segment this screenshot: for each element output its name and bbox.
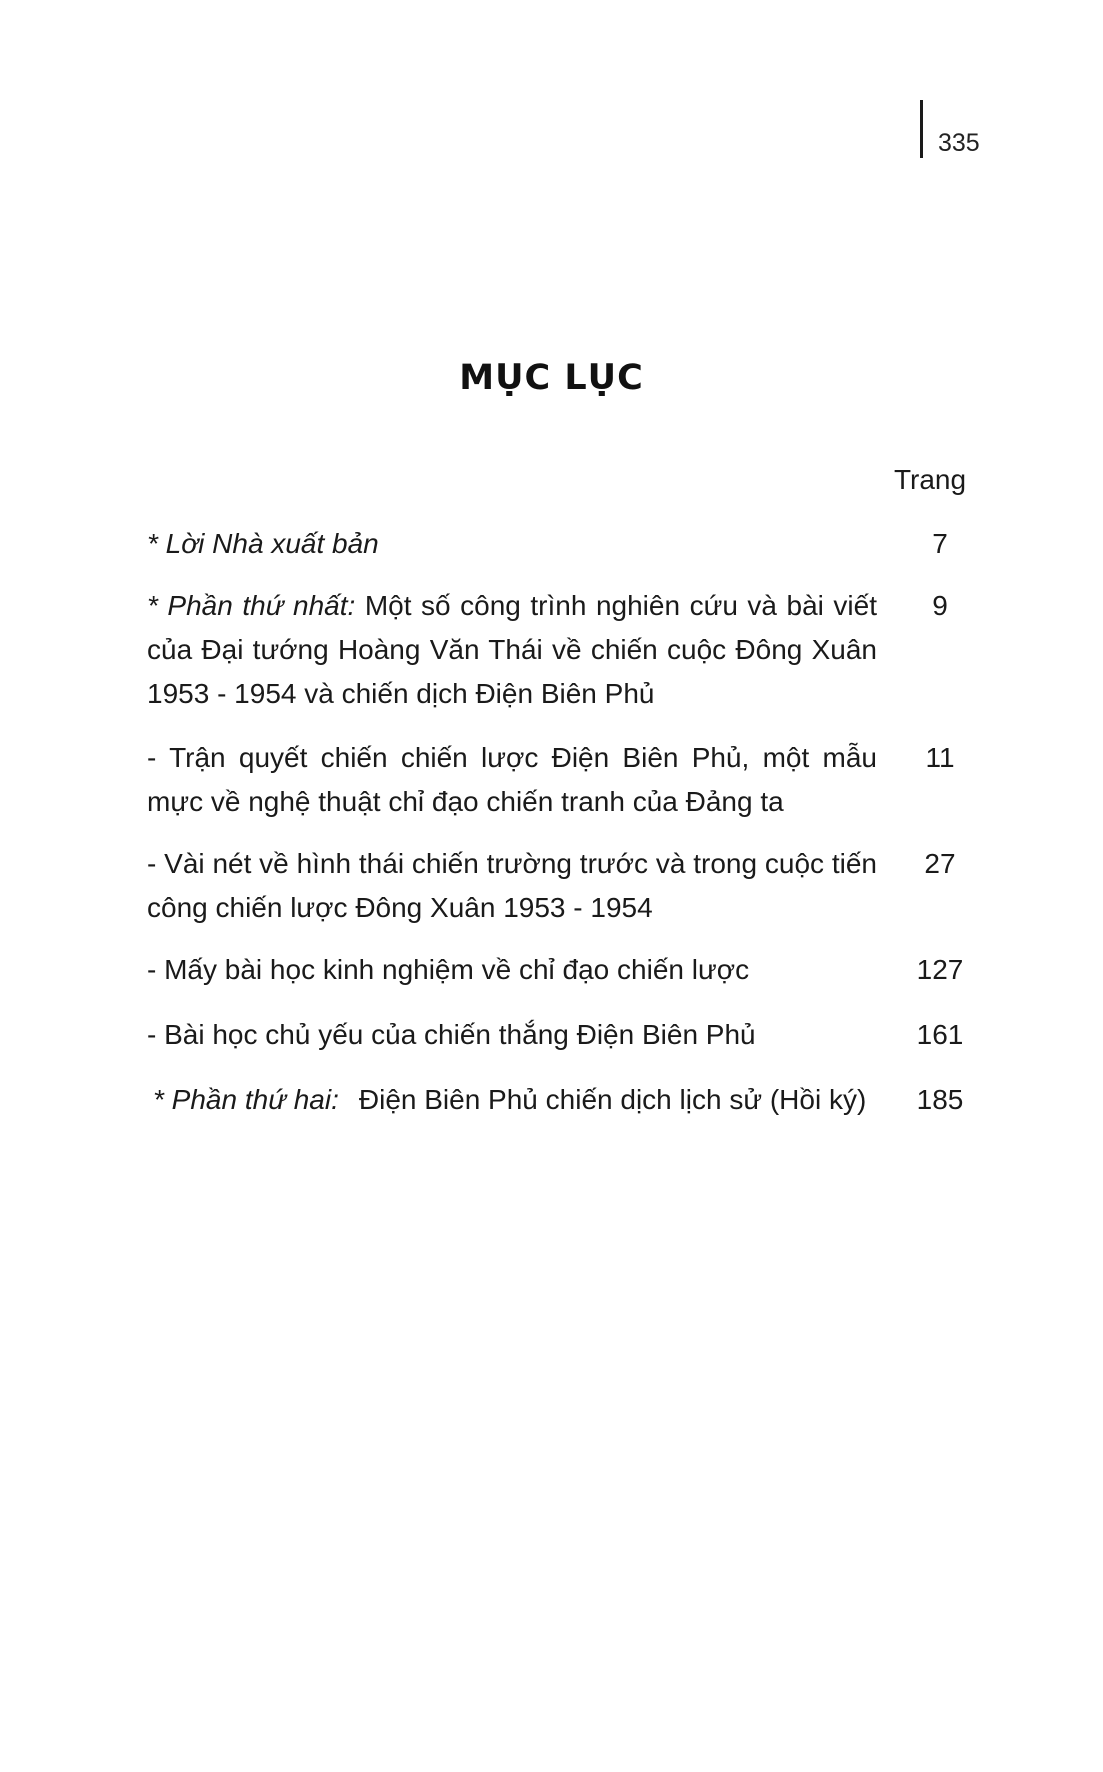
toc-entry-battlefield-form[interactable] [147, 842, 956, 930]
toc-entry-text: - Trận quyết chiến chiến lược Điện Biên Phủ, một mẫu mực về nghệ thuật chỉ đạo chiến tranh của Đảng ta [147, 742, 877, 817]
page-number: 335 [938, 129, 980, 157]
toc-entry-main-lesson[interactable] [147, 1013, 964, 1057]
toc-entry-strategic-lessons[interactable] [147, 948, 964, 992]
toc-entry-text: - Bài học chủ yếu của chiến thắng Điện Biên Phủ [147, 1019, 756, 1050]
toc-entry-text [147, 584, 877, 716]
toc-entry-page: 9 [932, 590, 948, 621]
toc-entry-page: 11 [925, 742, 955, 773]
page-title: MỤC LỤC [459, 358, 644, 398]
toc-entry-text [153, 1078, 877, 1122]
toc-entry-part-two[interactable] [153, 1078, 964, 1122]
toc-entry-page: 185 [916, 1084, 964, 1115]
toc-entry-text [147, 522, 877, 566]
page-column-label: Trang [893, 464, 967, 495]
toc-entry-publisher-note[interactable] [147, 522, 948, 566]
toc-entry-body: Điện Biên Phủ chiến dịch lịch sử (Hồi ký) [358, 1084, 867, 1115]
toc-entry-italic-label: * Lời Nhà xuất bản [147, 528, 379, 559]
toc-entry-page: 27 [924, 848, 956, 879]
toc-entry-text: - Vài nét về hình thái chiến trường trước và trong cuộc tiến công chiến lược Đông Xuân 1953 - 1954 [147, 848, 877, 923]
toc-entry-page: 127 [916, 954, 964, 985]
toc-entry-page: 7 [932, 528, 948, 559]
toc-entry-part-one[interactable] [147, 584, 948, 716]
header-rule [920, 100, 923, 158]
toc-entry-italic-label: * Phần thứ nhất: [147, 590, 356, 621]
toc-entry-italic-label: * Phần thứ hai: [153, 1084, 339, 1115]
toc-entry-text: - Mấy bài học kinh nghiệm về chỉ đạo chiến lược [147, 954, 750, 985]
toc-entry-page: 161 [916, 1019, 964, 1050]
toc-entry-decisive-battle[interactable] [147, 736, 955, 824]
toc-entry-body: Một số công trình nghiên cứu và bài viết của Đại tướng Hoàng Văn Thái về chiến cuộc Đông Xuân 1953 - 1954 và chiến dịch Điện Biên Phủ [147, 590, 878, 709]
